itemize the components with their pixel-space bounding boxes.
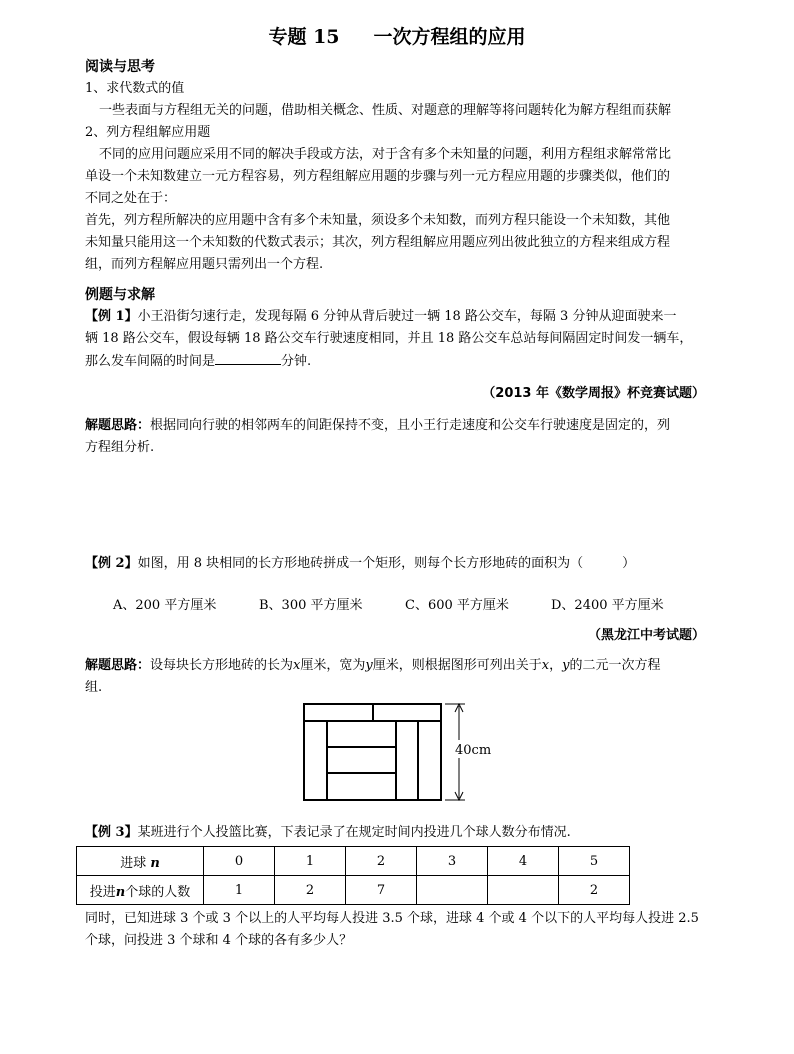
hint-text: 厘米，宽为 bbox=[300, 658, 366, 673]
example-1-hint-line: 方程组分析. bbox=[85, 440, 155, 455]
var-n: n bbox=[150, 855, 160, 871]
score-distribution-table bbox=[76, 846, 630, 905]
table-cell: 1 bbox=[275, 847, 346, 876]
tile-rectangle-figure bbox=[300, 700, 500, 804]
example-3-after bbox=[85, 908, 715, 952]
var-n: n bbox=[115, 884, 126, 900]
reading-item-1-text: 一些表面与方程组无关的问题，借助相关概念、性质、对题意的理解等将问题转化为解方程组而获解 bbox=[99, 103, 672, 118]
row-header bbox=[77, 876, 204, 905]
reading-item-2: 2、列方程组解应用题 bbox=[85, 125, 211, 140]
examples-section bbox=[85, 284, 715, 459]
example-2-question bbox=[85, 553, 715, 575]
table-cell: 3 bbox=[417, 847, 488, 876]
reading-item-2-line: 首先，列方程所解决的应用题中含有多个未知量，须设多个未知数，而列方程只能设一个未知数，其他 bbox=[85, 213, 671, 228]
examples-heading: 例题与求解 bbox=[85, 287, 155, 303]
example-2-source: （黑龙江中考试题） bbox=[587, 628, 705, 643]
table-cell: 4 bbox=[488, 847, 559, 876]
reading-item-1: 1、求代数式的值 bbox=[85, 81, 185, 96]
example-1-source: （2013 年《数学周报》杯竞赛试题） bbox=[482, 386, 705, 401]
table-cell: 2 bbox=[559, 876, 630, 905]
hint-text: 的二元一次方程 bbox=[569, 658, 661, 673]
choice-a: A、200 平方厘米 bbox=[113, 598, 217, 613]
choice-d: D、2400 平方厘米 bbox=[551, 598, 664, 613]
example-1-unit: 分钟. bbox=[281, 354, 312, 369]
choice-b: B、300 平方厘米 bbox=[259, 598, 363, 613]
reading-item-2-line: 未知量只能用这一个未知数的代数式表示；其次，列方程组解应用题应列出彼此独立的方程来组成方程 bbox=[85, 235, 671, 250]
answer-blank bbox=[215, 350, 281, 365]
example-1-line bbox=[85, 306, 715, 328]
hint-text: 厘米，则根据图形可列出关于 bbox=[372, 658, 542, 673]
table-cell: 5 bbox=[559, 847, 630, 876]
choice-c: C、600 平方厘米 bbox=[405, 598, 509, 613]
reading-heading: 阅读与思考 bbox=[85, 59, 155, 75]
hint-text: ， bbox=[549, 658, 563, 673]
example-2-choices bbox=[85, 595, 715, 617]
example-1-question: 那么发车间隔的时间是 bbox=[85, 354, 216, 369]
table-cell: 2 bbox=[275, 876, 346, 905]
example-1-hint bbox=[85, 415, 715, 437]
example-2 bbox=[85, 553, 715, 699]
header-text: 个球的人数 bbox=[125, 884, 191, 900]
table-row bbox=[77, 876, 630, 905]
example-2-tag: 【例 2】 bbox=[85, 556, 138, 571]
var-y: y bbox=[365, 658, 373, 673]
table-cell: 2 bbox=[346, 847, 417, 876]
reading-section bbox=[85, 56, 715, 276]
example-3-tag: 【例 3】 bbox=[85, 825, 138, 840]
dimension-label: 40cm bbox=[455, 743, 492, 758]
example-1-line bbox=[85, 350, 715, 373]
example-1-line: 辆 18 路公交车，假设每辆 18 路公交车行驶速度相同，并且 18 路公交车总站每间隔固定时间发一辆车， bbox=[85, 331, 693, 346]
var-y: y bbox=[562, 658, 570, 673]
hint-label: 解题思路： bbox=[85, 658, 151, 673]
hint-text: 根据同向行驶的相邻两车的间距保持不变，且小王行走速度和公交车行驶速度是固定的，列 bbox=[150, 418, 671, 433]
example-3 bbox=[85, 822, 715, 844]
example-3-line: 同时，已知进球 3 个或 3 个以上的人平均每人投进 3.5 个球，进球 4 个或 4 个以下的人平均每人投进 2.5 bbox=[85, 911, 699, 926]
example-2-hint bbox=[85, 655, 715, 677]
example-2-hint-line: 组. bbox=[85, 680, 103, 695]
table-cell bbox=[417, 876, 488, 905]
reading-item-2-line: 不同之处在于： bbox=[85, 191, 177, 206]
example-3-question bbox=[85, 822, 715, 844]
header-text: 进球 bbox=[120, 855, 147, 871]
title-topic-number: 专题 15 bbox=[268, 26, 340, 48]
reading-item-2-line: 组，而列方程解应用题只需列出一个方程. bbox=[85, 257, 324, 272]
example-2-text: 如图，用 8 块相同的长方形地砖拼成一个矩形，则每个长方形地砖的面积为（ ） bbox=[137, 556, 636, 571]
table-cell: 7 bbox=[346, 876, 417, 905]
reading-item-2-line: 不同的应用问题应采用不同的解决手段或方法，对于含有多个未知量的问题，利用方程组求解常常比 bbox=[99, 147, 672, 162]
table-cell: 0 bbox=[204, 847, 275, 876]
example-3-line: 个球，问投进 3 个球和 4 个球的各有多少人？ bbox=[85, 933, 353, 948]
table-row bbox=[77, 847, 630, 876]
title-topic-name: 一次方程组的应用 bbox=[373, 26, 526, 48]
reading-item-2-line: 单设一个未知数建立一元方程容易，列方程组解应用题的步骤与列一元方程应用题的步骤类似，他们的 bbox=[85, 169, 671, 184]
example-1-text: 小王沿街匀速行走，发现每隔 6 分钟从背后驶过一辆 18 路公交车，每隔 3 分钟从迎面驶来一 bbox=[137, 309, 677, 324]
header-text: 投进 bbox=[89, 884, 116, 900]
hint-label: 解题思路： bbox=[85, 418, 151, 433]
page-title bbox=[0, 22, 794, 49]
table-cell: 1 bbox=[204, 876, 275, 905]
var-x: x bbox=[293, 658, 301, 673]
example-3-text: 某班进行个人投篮比赛，下表记录了在规定时间内投进几个球人数分布情况. bbox=[137, 825, 571, 840]
var-x: x bbox=[541, 658, 550, 673]
row-header bbox=[77, 847, 204, 876]
table-cell bbox=[488, 876, 559, 905]
example-1-tag: 【例 1】 bbox=[85, 309, 138, 324]
hint-text: 设每块长方形地砖的长为 bbox=[150, 658, 294, 673]
